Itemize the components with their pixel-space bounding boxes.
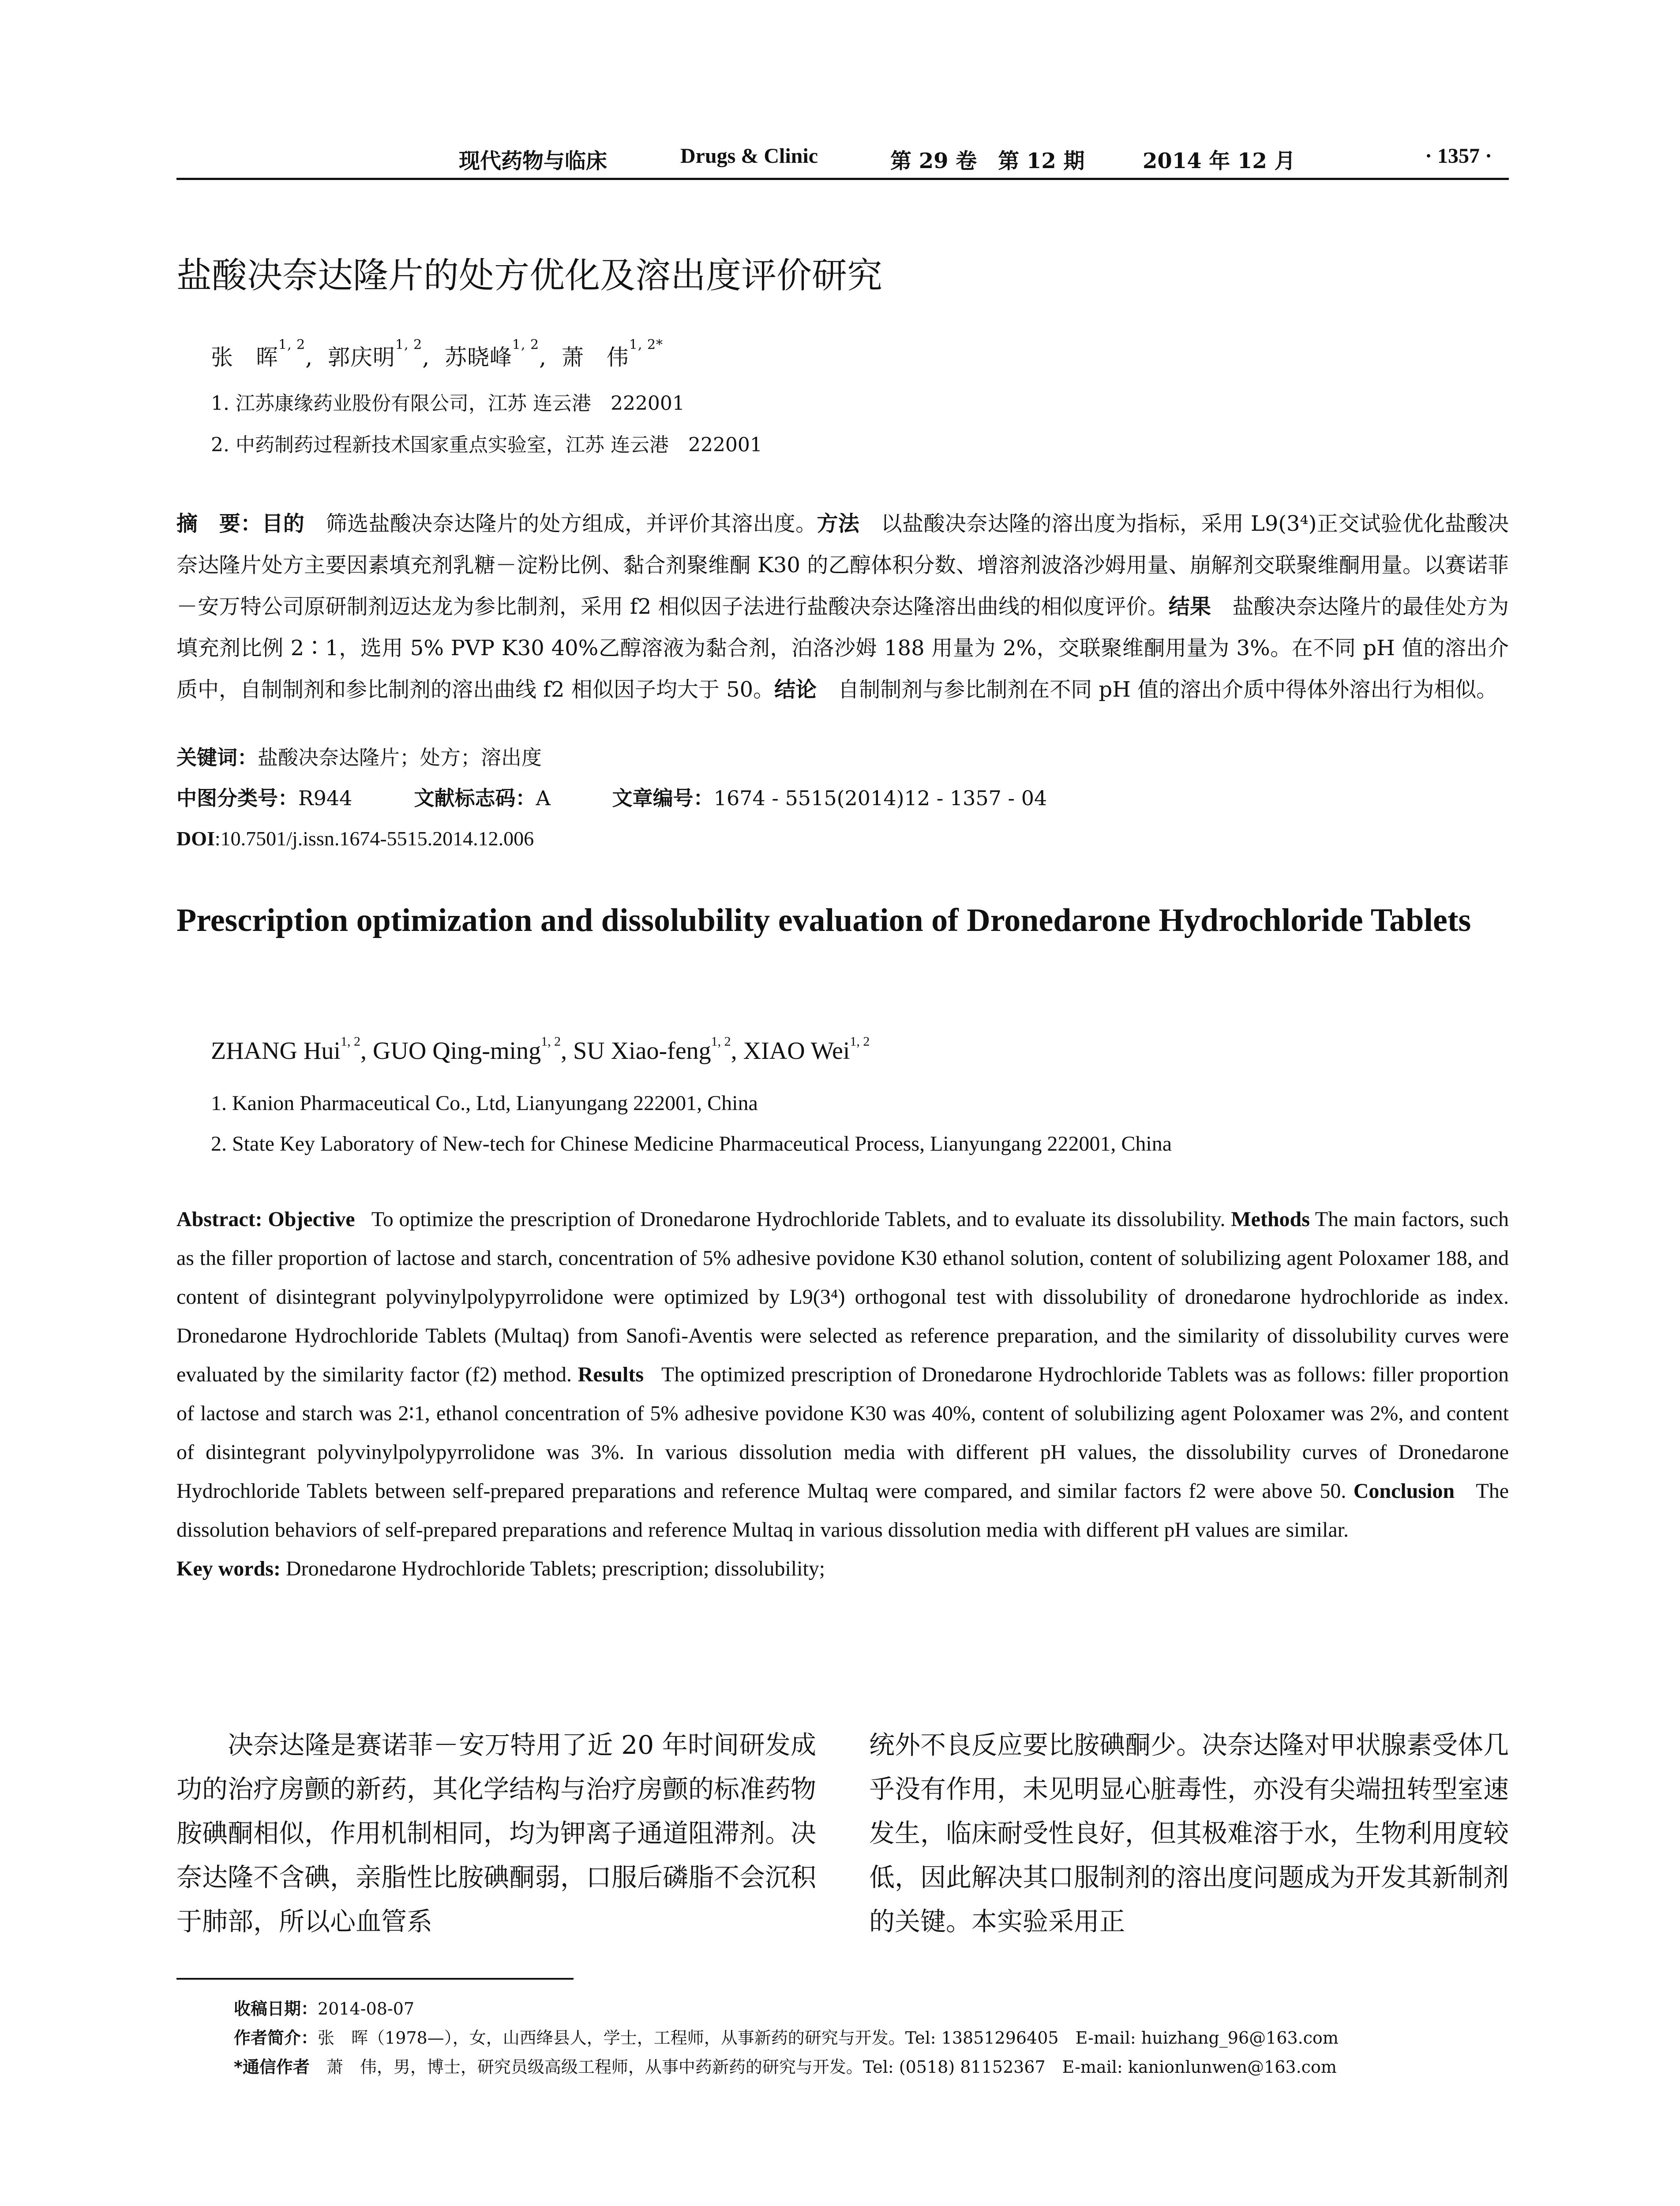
affiliation-line: 1. Kanion Pharmaceutical Co., Ltd, Lianyungang 222001, China [211, 1092, 758, 1115]
footnote-rule [176, 1978, 574, 1980]
author-name: SU Xiao-feng [573, 1037, 711, 1065]
methods-label: Methods [1231, 1208, 1310, 1231]
header-rule [176, 178, 1509, 180]
footnotes [234, 1994, 1339, 2082]
conclusion-label: Conclusion [1353, 1479, 1455, 1503]
author-affiliation-mark: 1, 2 [340, 1034, 360, 1049]
affiliation-line: 1. 江苏康缘药业股份有限公司，江苏 连云港 222001 [211, 392, 685, 415]
author-affiliation-mark: 1, 2 [512, 337, 540, 353]
affiliations-en [211, 1083, 1172, 1164]
author-name: GUO Qing-ming [372, 1037, 541, 1065]
doi-value[interactable]: :10.7501/j.issn.1674-5515.2014.12.006 [214, 827, 534, 850]
article-number-value: 1674 - 5515(2014)12 - 1357 - 04 [713, 786, 1047, 810]
affiliation-line: 2. 中药制药过程新技术国家重点实验室，江苏 连云港 222001 [211, 434, 762, 456]
author-name: 张 晖 [211, 345, 278, 370]
objective-text: 筛选盐酸决奈达隆片的处方组成，并评价其溶出度。 [326, 511, 817, 536]
issue-date: 2014 年 12 月 [1143, 149, 1296, 173]
author-affiliation-mark: 1, 2 [541, 1034, 561, 1049]
abstract-label: 摘 要： [176, 511, 262, 536]
journal-name-cn: 现代药物与临床 [459, 149, 608, 173]
abstract-en [176, 1200, 1509, 1588]
author-affiliation-mark: 1, 2 [850, 1034, 870, 1049]
results-text: The optimized prescription of Dronedarone Hydrochloride Tablets was as follows: filler proportion of lactose and starch was 2∶1, ethanol concentration of 5% adhesive povidone K30 was 40%, content of solubilizing agent Poloxamer was 2%, and content of disintegrant polyvinylpolypyrrolidone was 3%. In various dissolution media with different pH values, the dissolubility curves of Dronedarone Hydrochloride Tablets between self-prepared preparations and reference Multaq were compared, and similar factors f2 were above 50. [176, 1363, 1509, 1503]
objective-text: To optimize the prescription of Dronedarone Hydrochloride Tablets, and to evaluate its dissolubility. [371, 1208, 1226, 1231]
author-bio-label: 作者简介： [234, 2028, 318, 2048]
body-column-left: 决奈达隆是赛诺菲－安万特用了近 20 年时间研发成功的治疗房颤的新药，其化学结构与治疗房颤的标准药物胺碘酮相似，作用机制相同，均为钾离子通道阻滞剂。决奈达隆不含碘，亲脂性比胺碘酮弱，口服后磷脂不会沉积于肺部，所以心血管系 [176, 1730, 817, 1936]
authors-en: ZHANG Hui$^{1, 2}$, GUO Qing-ming$^{1, 2}$, SU Xiao-feng$^{1, 2}$, XIAO Wei$^{1, 2}$ [211, 1034, 870, 1065]
objective-label: Objective [268, 1208, 355, 1231]
conclusion-text: 自制制剂与参比制剂在不同 pH 值的溶出介质中得体外溶出行为相似。 [838, 677, 1498, 702]
keywords-label: Key words: [176, 1557, 281, 1580]
doc-code-label: 文献标志码： [414, 786, 536, 810]
doi-label: DOI [176, 827, 215, 850]
author-name: 萧 伟 [561, 345, 629, 370]
keywords-cn [176, 737, 1047, 778]
running-header [176, 140, 1509, 176]
author-name: 苏晓峰 [444, 345, 512, 370]
author-affiliation-mark: 1, 2 [278, 337, 306, 353]
keywords-value: 盐酸决奈达隆片；处方；溶出度 [258, 746, 542, 769]
author-affiliation-mark: 1, 2* [629, 337, 664, 353]
journal-name-en: Drugs & Clinic [680, 144, 818, 168]
author-bio-value: 张 晖（1978—），女，山西绛县人，学士，工程师，从事新药的研究与开发。Tel: 13851296405 E-mail: huizhang_96@163.com [318, 2028, 1339, 2048]
authors-cn: 张 晖$^{1, 2}$, 郭庆明$^{1, 2}$, 苏晓峰$^{1, 2}$, 萧 伟$^{1, 2*}$ [211, 337, 664, 370]
corresponding-author-note [234, 2052, 1339, 2082]
keywords-label: 关键词： [176, 746, 258, 769]
doi-row [176, 818, 1047, 859]
clc-label: 中图分类号： [176, 786, 298, 810]
author-name: 郭庆明 [327, 345, 395, 370]
classification-row [176, 778, 1047, 818]
objective-label: 目的 [262, 511, 305, 536]
results-text: 盐酸决奈达隆片的最佳处方为填充剂比例 2∶1，选用 5% PVP K30 40%乙醇溶液为黏合剂，泊洛沙姆 188 用量为 2%，交联聚维酮用量为 3%。在不同 pH 值的溶出介质中，自制制剂和参比制剂的溶出曲线 f2 相似因子均大于 50。 [176, 594, 1509, 702]
received-value: 2014-08-07 [318, 1999, 415, 2018]
methods-text: 以盐酸决奈达隆的溶出度为指标，采用 L9(3⁴)正交试验优化盐酸决奈达隆片处方主要因素填充剂乳糖－淀粉比例、黏合剂聚维酮 K30 的乙醇体积分数、增溶剂波洛沙姆用量、崩解剂交联聚维酮用量。以赛诺菲－安万特公司原研制剂迈达龙为参比制剂，采用 f2 相似因子法进行盐酸决奈达隆溶出曲线的相似度评价。 [176, 511, 1509, 619]
paper-title-cn: 盐酸决奈达隆片的处方优化及溶出度评价研究 [176, 255, 882, 296]
received-date-note [234, 1994, 1339, 2023]
page-number: · 1357 · [1425, 144, 1492, 168]
results-label: Results [578, 1363, 644, 1386]
article-metadata [176, 737, 1047, 859]
clc-value: R944 [298, 786, 352, 810]
methods-text: The main factors, such as the filler proportion of lactose and starch, concentration of 5% adhesive povidone K30 ethanol solution, content of solubilizing agent Poloxamer 188, and content of disintegrant polyvinylpolypyrrolidone were optimized by L9(3⁴) orthogonal test with dissolubility of dronedarone hydrochloride as index. Dronedarone Hydrochloride Tablets (Multaq) from Sanofi-Aventis were selected as reference preparation, and the similarity of dissolubility curves were evaluated by the similarity factor (f2) method. [176, 1208, 1509, 1386]
abstract-label: Abstract: [176, 1208, 262, 1231]
abstract-cn [176, 503, 1509, 710]
corresponding-value: 萧 伟，男，博士，研究员级高级工程师，从事中药新药的研究与开发。Tel: (0518) 81152367 E-mail: kanionlunwen@163.com [309, 2057, 1337, 2077]
doc-code-value: A [536, 786, 551, 810]
volume-issue: 第 29 卷 第 12 期 [890, 149, 1085, 173]
conclusion-text: The dissolution behaviors of self-prepared preparations and reference Multaq in various dissolution media with different pH values are similar. [176, 1479, 1509, 1542]
author-bio-note [234, 2023, 1339, 2052]
body-column-right: 统外不良反应要比胺碘酮少。决奈达隆对甲状腺素受体几乎没有作用，未见明显心脏毒性，亦没有尖端扭转型室速发生，临床耐受性良好，但其极难溶于水，生物利用度较低，因此解决其口服制剂的溶出度问题成为开发其新制剂的关键。本实验采用正 [869, 1730, 1509, 1936]
article-number-label: 文章编号： [612, 786, 714, 810]
paper-title-en: Prescription optimization and dissolubility evaluation of Dronedarone Hydrochloride Tablets [176, 902, 1471, 938]
results-label: 结果 [1168, 594, 1211, 619]
author-affiliation-mark: 1, 2 [395, 337, 423, 353]
conclusion-label: 结论 [774, 677, 817, 702]
corresponding-label: *通信作者 [234, 2057, 310, 2077]
methods-label: 方法 [817, 511, 860, 536]
affiliations-cn [211, 383, 762, 466]
keywords-value: Dronedarone Hydrochloride Tablets; prescription; dissolubility; [285, 1557, 825, 1580]
author-affiliation-mark: 1, 2 [711, 1034, 731, 1049]
affiliation-line: 2. State Key Laboratory of New-tech for Chinese Medicine Pharmaceutical Process, Lianyungang 222001, China [211, 1132, 1172, 1156]
received-label: 收稿日期： [234, 1999, 318, 2018]
author-name: ZHANG Hui [211, 1037, 341, 1065]
author-name: XIAO Wei [743, 1037, 850, 1065]
